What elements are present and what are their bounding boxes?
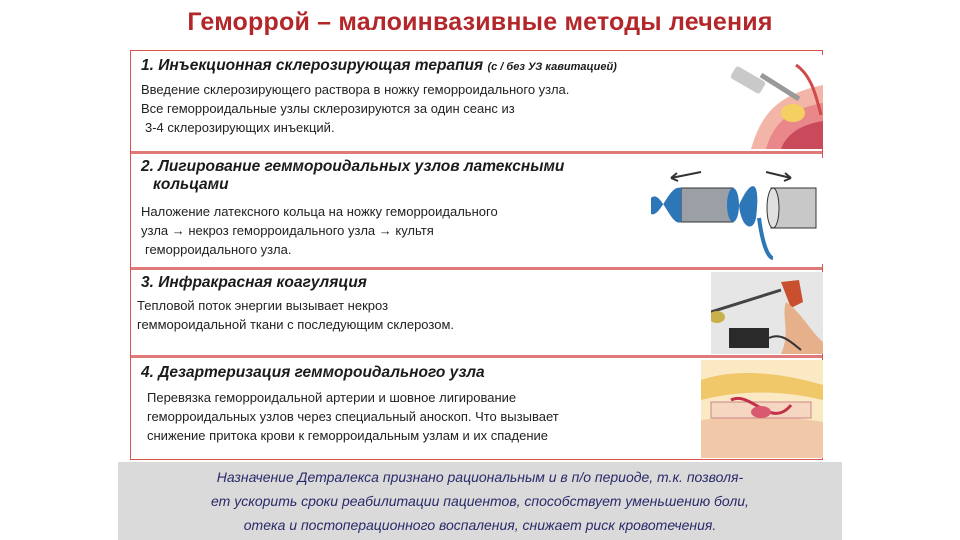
heading-text-2: кольцами [153, 176, 229, 193]
section-heading: 4. Дезартеризация гемморoидального узла [141, 364, 485, 381]
text-line: Тепловой поток энергии вызывает некроз [137, 298, 389, 313]
text-line: Все геморроидальные узлы склерозируются за один сеанс из [141, 101, 515, 116]
text-line: геммороидальной ткани с последующим склерозом. [137, 317, 454, 332]
section-dearterialization [131, 355, 822, 459]
heading-text: 1. Инъекционная склерозирующая терапия [141, 57, 484, 74]
heading-note: (с / без УЗ кавитацией) [487, 61, 617, 73]
text-line: Перевязка геморроидальной артерии и шовное лигирование [147, 390, 517, 405]
heading-text: 2. Лигирование геммороидальных узлов латексными [141, 158, 565, 175]
text-line: 3-4 склерозирующих инъекций. [145, 120, 335, 135]
section-heading [141, 158, 564, 194]
infrared-coagulator-photo [711, 272, 823, 354]
note-line: Назначение Детралекса признано рациональным и в п/о периоде, т.к. позволя- [216, 469, 744, 485]
dearterialization-illustration [701, 360, 823, 458]
text-line: Наложение латексного кольца на ножку геморроидального [141, 204, 498, 219]
section-heading [141, 57, 617, 75]
detralex-note [118, 462, 842, 540]
section-text [137, 296, 454, 334]
text-line: геморроидального узла. [145, 242, 292, 257]
text-line: Введение склерозирующего раствора в ножку геморроидального узла. [141, 82, 570, 97]
section-ligation [131, 151, 822, 267]
note-line: ет ускорить сроки реабилитации пациентов, способствует уменьшению боли, [211, 493, 749, 509]
section-heading: 3. Инфракрасная коагуляция [141, 274, 367, 291]
text-line: геморроидальных узлов через специальный аноскоп. Что вызывает [147, 409, 559, 424]
sclerotherapy-illustration [721, 55, 823, 149]
section-text [141, 202, 498, 259]
section-sclerotherapy [131, 51, 822, 151]
ligation-illustration [641, 158, 823, 264]
section-text [141, 80, 569, 137]
note-line: отека и постоперационного воспаления, снижает риск кровотечения. [243, 517, 717, 533]
text-line: снижение притока крови к геморроидальным узлам и их спадение [147, 428, 548, 443]
page-title: Геморрой – малоинвазивные методы лечения [187, 8, 773, 36]
text-line: узла → некроз геморроидального узла → культя [141, 223, 434, 238]
section-text [147, 388, 559, 445]
methods-panel [130, 50, 823, 460]
section-infrared [131, 267, 822, 355]
